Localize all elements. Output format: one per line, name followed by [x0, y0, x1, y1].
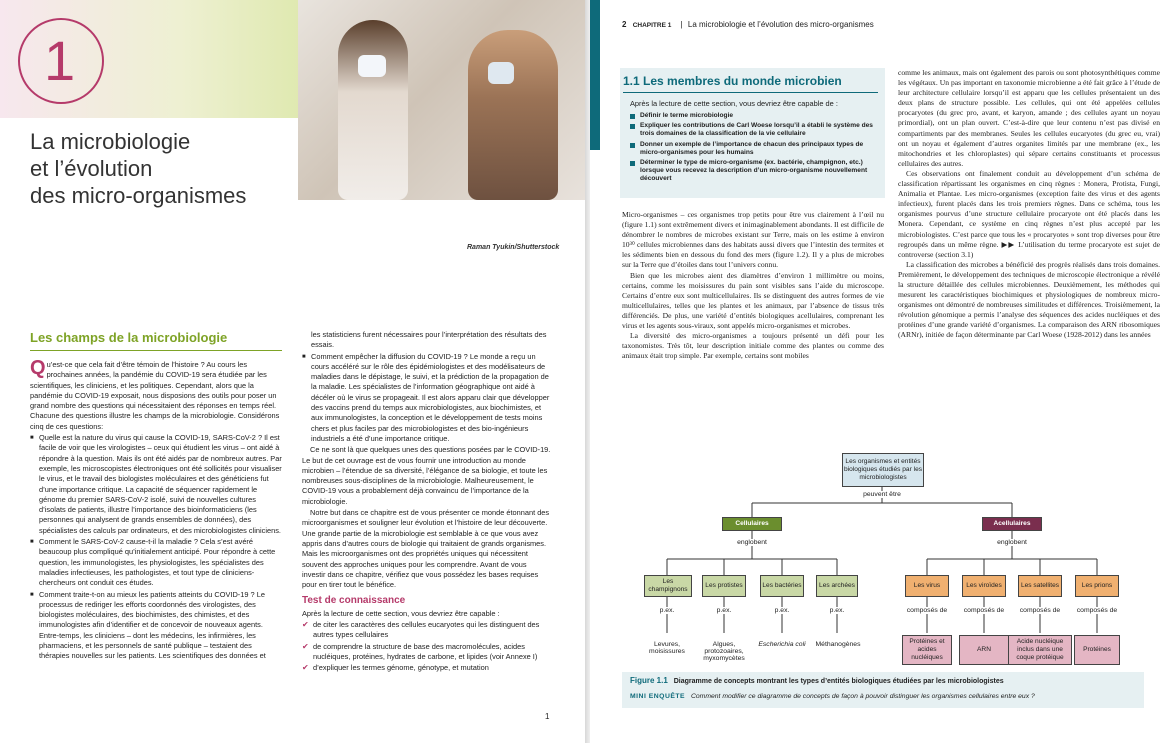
- photo-person-woman: [338, 20, 408, 200]
- diagram-cell-group: Les protistes: [702, 575, 746, 597]
- diagram-link-label: p.ex.: [709, 607, 739, 614]
- body-paragraph: comme les animaux, mais ont également des parois ou sont photosynthétiques comme les végétaux. Un pas important en taxonomie microbienne a été fait grâce à l’étude de leur architecture cellulaire lorsqu’il est apparu que les cellules présentaient un des deux plans de structure possible. Les cellules, qui ont été appelées cellules procaryotes (du grec pro, avant, et karyon, amande ; des cellules ayant un noyau primordial), ont un plan ouvert. C’est-à-dire que leur contenu n’est pas divisé en compartiments par des membranes. Seules les cellules eucaryotes (du grec eu, vrai) ont un noyau et également d’autres organites limités par une membrane (ex., les mitochondries et les chloroplastes) qui sépare certains constituants et processus cellulaires des autres.: [898, 68, 1160, 168]
- mini-enquete: [630, 693, 1035, 700]
- continued-text: les statisticiens furent nécessaires pour l’interprétation des résultats des essais.: [311, 330, 547, 350]
- diagram-link-label: composés de: [902, 607, 952, 614]
- diagram-example: Levures, moisissures: [649, 641, 685, 655]
- test-title: Test de connaissance: [302, 595, 406, 607]
- objectives-intro: Après la lecture de cette section, vous devriez être capable de :: [630, 99, 838, 108]
- body-paragraph: La diversité des micro-organismes a toujours présenté un défi pour les taxonomistes. Très tôt, leur description initiale comme des plantes ou comme des animaux était trop simple. Par exemple, certains sont mobiles: [622, 331, 884, 361]
- section-rule: [30, 350, 282, 351]
- concept-diagram: [622, 447, 1142, 707]
- page-number: 1: [545, 712, 550, 721]
- section-title: Les champs de la microbiologie: [30, 330, 228, 345]
- photo-mask: [488, 62, 514, 84]
- diagram-composition: Protéines: [1074, 635, 1120, 665]
- test-item: ✔ de citer les caractères des cellules eucaryotes qui les distinguent des autres types cellulaires: [302, 620, 552, 641]
- body-paragraph: Ces observations ont finalement conduit au développement d’un schéma de classification répartissant les organismes en cinq règnes : Monera, Protista, Fungi, Animalia et Plantae. Les micro-organismes (exception faite des virus et des agents infectieux), furent placés dans les trois premiers règnes. Dans ce schéma, tous les organismes pourvus d’une structure cellulaire procaryote ont été placés dans les Monera. Cependant, ce système en cinq règnes n’est plus accepté par les microbiologistes. C’est parce que tous les « procaryotes » sont trop diverses pour être regroupés dans un même règne. ▶▶ L’utilisation du terme procaryote est sujet de controverse (section 3.1): [898, 168, 1160, 259]
- left-column-2: [302, 330, 552, 675]
- chapter-title-line: et l’évolution: [30, 156, 153, 181]
- diagram-link-label: composés de: [1015, 607, 1065, 614]
- diagram-link-label: englobent: [987, 539, 1037, 546]
- diagram-cell-group: Les champignons: [644, 575, 692, 597]
- left-column-1: [30, 357, 282, 663]
- photo-mask: [358, 55, 386, 77]
- diagram-link-label: englobent: [727, 539, 777, 546]
- photo-person-man: [468, 30, 558, 200]
- question-bullet: ■ Comment le SARS-CoV-2 cause-t-il la maladie ? Cela s’est avéré beaucoup plus compliqué qu’initialement anticipé. Pour répondre à cette question, les immunologistes, les physiologistes, les spécialistes des maladies infectieuses, les pathologistes, et tout type de cliniciens-chercheurs ont conduit ces études.: [30, 537, 282, 588]
- intro-paragraph: [30, 357, 282, 432]
- diagram-cellular-node: Cellulaires: [722, 517, 782, 531]
- figure-caption: [630, 676, 1004, 685]
- running-head-chapter: CHAPITRE 1: [632, 22, 672, 29]
- diagram-composition: Protéines et acides nucléiques: [902, 635, 952, 665]
- figure-caption-text: Diagramme de concepts montrant les types d’entités biologiques étudiées par les microbiologistes: [673, 678, 1004, 685]
- diagram-acell-group: Les satellites: [1018, 575, 1062, 597]
- running-head: 2 CHAPITRE 1 | La microbiologie et l’évolution des micro-organismes: [622, 20, 874, 29]
- diagram-acellular-node: Acellulaires: [982, 517, 1042, 531]
- diagram-acell-group: Les prions: [1075, 575, 1119, 597]
- diagram-acell-group: Les viroïdes: [962, 575, 1006, 597]
- body-paragraph: Ce ne sont là que quelques unes des questions posées par le COVID-19. Le but de cet ouvrage est de vous fournir une introduction au monde microbien – l’étendue de sa diversité, l’élégance de sa biologie, et toute les nombreuses sous-disciplines de la microbiologie. Malheureusement, le COVID-19 vous a probablement déjà convaincu de l’importance de la microbiologie.: [302, 445, 551, 506]
- figure-label: Figure 1.1: [630, 676, 668, 685]
- intro-text: u’est-ce que cela fait d’être témoin de l’histoire ? Au cours les prochaines années, la pandémie du COVID-19 sera étudiée par les scientifiques, les cliniciens, et les politiques. Cependant, alors que la pandémie du COVID-19 exposait, nous disposions des outils pour poser un grand nombre des questions qui nécessitaient des réponses en temps réel. Chacune des questions illustre les champs de la microbiologie. Considérons cinq de ces questions:: [30, 360, 280, 431]
- body-paragraph: Notre but dans ce chapitre est de vous présenter ce monde étonnant des microorganismes et souligner leur évolution et l’histoire de leur découverte. Une grande partie de la microbiologie est semblable à ce que vous avez appris dans d’autres cours de biologie qui traitaient de grands organismes. Mais les microorganismes ont des propriétés uniques qui nécessitent souvent des approches uniques pour les comprendre. Avant de vous investir dans ce chapitre, vérifiez que vous possédez les bases requises pour en tirer tout le bénéfice.: [302, 508, 550, 590]
- right-column-2: [898, 68, 1160, 341]
- section-rule: [623, 92, 878, 93]
- diagram-link-label: p.ex.: [652, 607, 682, 614]
- diagram-composition: ARN: [959, 635, 1009, 665]
- running-head-title: La microbiologie et l’évolution des micro-organismes: [687, 20, 874, 29]
- body-paragraph: La classification des microbes a bénéficié des progrès réalisés dans trois domaines. Premièrement, le développement des techniques de microscopie électronique a révélé la structure détaillée des cellules microbiennes. Deuxièmement, les méthodes qui mesurent les caractéristiques biochimiques et physiologiques de nombreux micro-organismes ont démontré de nombreuses similitudes et différences. Troisièmement, la révolution génomique a permis l’analyse des séquences des acides nucléiques et des protéines d’une grande variété d’organismes. La comparaison des ARN ribosomiques (ARNr), initiée de façon déterminante par Carl Woese (1928-2012) dans les années: [898, 259, 1160, 340]
- body-paragraph: Micro-organismes – ces organismes trop petits pour être vus clairement à l’œil nu (figure 1.1) sont extrêmement divers et inimaginablement abondants. Il est difficile de dénombrer le nombres de microbes existant sur Terre, mais on les estime à environ 10³⁰ cellules microbiennes dans des habitats aussi divers que l’intestin des termites et les sédiments bien en dessous du fond des mers (figure 1.2). Il y a plus de microbes sur la Terre que d’étoiles dans tout l’univers connu.: [622, 210, 884, 270]
- mini-label: MINI ENQUÊTE: [630, 693, 686, 700]
- question-bullet: ■ Comment traite-t-on au mieux les patients atteints du COVID-19 ? Le processus de rediriger les efforts coordonnés des virologistes, des biologistes moléculaires, des biochimistes, des chimistes, et des immunologistes afin d’identifier et de concevoir de nouveaux agents. Entre-temps, les cliniciens – dont les médecins, les infirmières, les pharmaciens, et les personnels de santé publique – testaient des thérapies nouvelles sur les patients. Les scientifiques des données et: [30, 590, 282, 662]
- test-item: ✔ de comprendre la structure de base des macromolécules, acides nucléiques, protéines, hydrates de carbone, et lipides (voir Annexe I): [302, 642, 552, 663]
- objective-item: Donner un exemple de l’importance de chacun des principaux types de micro-organismes pour les humains: [630, 141, 875, 157]
- mini-text: Comment modifier ce diagramme de concepts de façon à pouvoir distinguer les organismes cellulaires entre eux ?: [690, 693, 1035, 700]
- drop-cap: Q: [30, 357, 46, 379]
- diagram-cell-group: Les bactéries: [760, 575, 804, 597]
- diagram-link-label: composés de: [959, 607, 1009, 614]
- chapter-number: 1: [44, 29, 76, 92]
- diagram-example: Escherichia coli: [758, 641, 806, 648]
- test-item: ✔ d’expliquer les termes génome, génotype, et mutation: [302, 663, 552, 673]
- page-number: 2: [622, 20, 627, 29]
- chapter-title-line: des micro-organismes: [30, 183, 247, 208]
- objective-item: Déterminer le type de micro-organisme (ex. bactérie, champignon, etc.) lorsque vous recevez la description d’un micro-organisme nouvellement découvert: [630, 159, 875, 184]
- objective-item: Définir le terme microbiologie: [630, 112, 875, 120]
- section-title: 1.1 Les membres du monde microbien: [623, 74, 842, 88]
- diagram-example: Méthanogènes: [815, 641, 861, 648]
- diagram-link-label: p.ex.: [822, 607, 852, 614]
- diagram-example: Algues, protozoaires, myxomycètes: [703, 641, 745, 662]
- diagram-cell-group: Les archées: [816, 575, 858, 597]
- diagram-link-label: p.ex.: [767, 607, 797, 614]
- question-bullet: ■ Comment empêcher la diffusion du COVID-19 ? Le monde a reçu un cours accéléré sur le rôle des épidémiologistes et des modélisateurs de maladies dans le dépistage, le suivi, et la prédiction de la propagation de la maladie. Les spécialistes de l’information géographique ont aidé à décéler où le virus se propageait. Il est alors apparu clair que développer des vaccins prend du temps aux microbiologistes, aux biochimistes, et aux immunologistes, la conception et le développement de tests moins chers et plus faciles par des microbiologistes et des bio-ingénieurs industriels a été d’une importance critique.: [302, 352, 552, 445]
- diagram-root-node: Les organismes et entités biologiques étudiés par les microbiologistes: [842, 453, 924, 487]
- chapter-title: [30, 128, 300, 209]
- right-column-1: [622, 210, 884, 361]
- test-intro: Après la lecture de cette section, vous devriez être capable :: [302, 608, 500, 618]
- chapter-title-line: La microbiologie: [30, 129, 191, 154]
- objectives-list: [630, 112, 875, 186]
- diagram-composition: Acide nucléique inclus dans une coque protéique: [1008, 635, 1072, 665]
- chapter-photo: [298, 0, 586, 200]
- photo-credit: Raman Tyukin/Shutterstock: [467, 244, 560, 251]
- objective-item: Expliquer les contributions de Carl Woese lorsqu’il a établi le système des trois domaines de la classification de la vie cellulaire: [630, 122, 875, 138]
- body-paragraph: Bien que les microbes aient des diamètres d’environ 1 millimètre ou moins, certains, comme les moisissures du pain sont visibles sans l’aide du microscope. Certains d’entre eux sont multicellulaires. Ils se distinguent des autres formes de vie multicellulaires, telles que les plantes et les animaux, par l’absence de tissus très différenciés. De plus, une variété d’entités biologiques acellulaires, comprenant les virus et les agents sous-viraux, sont appelés micro-organismes et microbes.: [622, 270, 884, 331]
- question-bullet: ■ Quelle est la nature du virus qui cause la COVID-19, SARS-CoV-2 ? Il est facile de voir que les virologistes – ceux qui étudient les virus – ont aidé à répondre à la question. Mais ils ont été aidés par de nombreux autres. Par exemple, les microscopistes électroniques ont été sollicités pour visualiser le virus, et le travail des biologistes moléculaires et des généticiens fut d’une importance critique. La capacité de séquencer rapidement le génome du premier SARS-CoV-2 isolé, suivi de nouvelles cultures d’isolats de patients, illustre l’importance des bioinformaticiens (les personnes qui analysent de grands ensembles de données), des spécialistes des calculs par ordinateurs, et des microbiologistes cliniciens.: [30, 433, 282, 536]
- diagram-link-label: peuvent être: [852, 491, 912, 498]
- chapter-tab: [590, 0, 600, 150]
- diagram-link-label: composés de: [1072, 607, 1122, 614]
- diagram-acell-group: Les virus: [905, 575, 949, 597]
